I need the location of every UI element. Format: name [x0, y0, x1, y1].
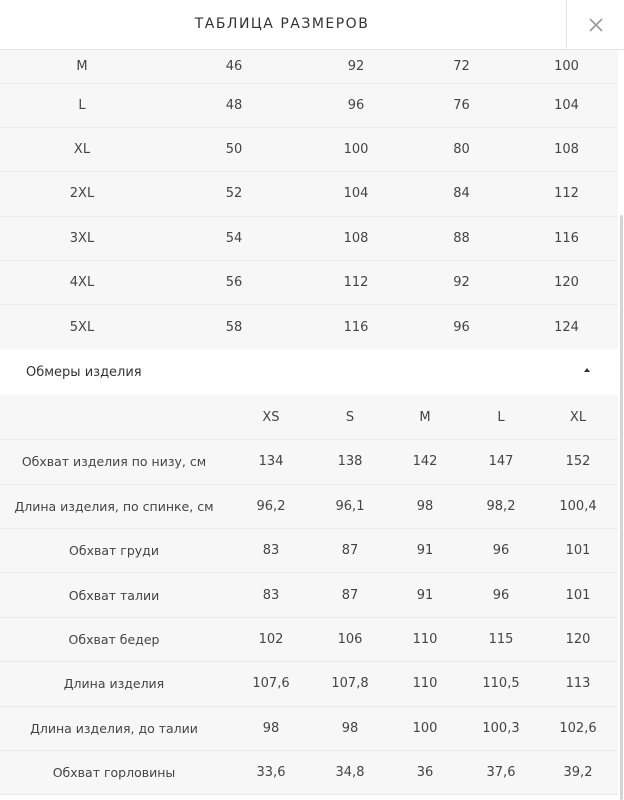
row-label: Обхват изделия по низу, см: [0, 440, 228, 484]
column-header: S: [314, 395, 386, 439]
table-cell: 37,6: [464, 750, 538, 794]
table-row: [0, 750, 618, 794]
table-cell: 98: [314, 706, 386, 750]
chevron-up-icon[interactable]: [582, 365, 592, 375]
table-cell: 101: [538, 573, 618, 617]
table-cell: 112: [304, 261, 408, 305]
table-cell: 152: [538, 440, 618, 484]
row-label: Обхват талии: [0, 573, 228, 617]
table-cell: 96,2: [228, 484, 314, 528]
table-cell: 100: [304, 127, 408, 171]
column-header: [0, 395, 228, 439]
table-cell: 5XL: [0, 305, 164, 349]
column-header: XL: [538, 395, 618, 439]
table-cell: 83: [228, 529, 314, 573]
table-row: [0, 305, 618, 349]
table-cell: 116: [515, 216, 618, 260]
row-label: Длина изделия, до талии: [0, 706, 228, 750]
table-cell: 2XL: [0, 172, 164, 216]
table-row: [0, 573, 618, 617]
table-row: [0, 50, 618, 83]
table-cell: 101: [538, 529, 618, 573]
table-cell: 100,3: [464, 706, 538, 750]
table-row: [0, 617, 618, 661]
table-cell: 91: [386, 529, 464, 573]
table-cell: 106: [314, 617, 386, 661]
table-cell: M: [0, 50, 164, 83]
table-row: [0, 216, 618, 260]
table-cell: 33,6: [228, 750, 314, 794]
table-cell: 3XL: [0, 216, 164, 260]
measurements-table: [0, 395, 618, 795]
table-cell: 120: [538, 617, 618, 661]
table-cell: 124: [515, 305, 618, 349]
table-cell: 72: [408, 50, 515, 83]
row-label: Обхват груди: [0, 529, 228, 573]
table-row: [0, 706, 618, 750]
table-cell: 134: [228, 440, 314, 484]
modal-content: [0, 50, 618, 800]
table-cell: 91: [386, 573, 464, 617]
table-cell: 96: [464, 573, 538, 617]
table-cell: 107,6: [228, 662, 314, 706]
table-cell: 56: [164, 261, 304, 305]
table-cell: 110: [386, 617, 464, 661]
table-cell: 113: [538, 662, 618, 706]
row-label: Обхват горловины: [0, 750, 228, 794]
table-cell: 120: [515, 261, 618, 305]
table-cell: 39,2: [538, 750, 618, 794]
table-row: [0, 83, 618, 127]
scrollbar[interactable]: [620, 215, 623, 800]
table-cell: 107,8: [314, 662, 386, 706]
table-cell: 98: [386, 484, 464, 528]
table-cell: 87: [314, 529, 386, 573]
column-header: M: [386, 395, 464, 439]
table-cell: 87: [314, 573, 386, 617]
table-cell: 96: [304, 83, 408, 127]
row-label: Длина изделия: [0, 662, 228, 706]
table-cell: 52: [164, 172, 304, 216]
close-icon[interactable]: [589, 18, 603, 32]
table-cell: 54: [164, 216, 304, 260]
table-cell: 108: [515, 127, 618, 171]
table-row: [0, 172, 618, 216]
table-cell: 84: [408, 172, 515, 216]
table-cell: 98: [228, 706, 314, 750]
table-cell: 102,6: [538, 706, 618, 750]
table-cell: 88: [408, 216, 515, 260]
table-row: [0, 261, 618, 305]
table-cell: 58: [164, 305, 304, 349]
table-cell: 138: [314, 440, 386, 484]
size-table: [0, 50, 618, 349]
table-cell: 96,1: [314, 484, 386, 528]
modal-header: [0, 0, 624, 50]
table-cell: 110,5: [464, 662, 538, 706]
table-cell: 104: [304, 172, 408, 216]
table-cell: 96: [408, 305, 515, 349]
table-cell: 108: [304, 216, 408, 260]
table-row: [0, 440, 618, 484]
table-cell: 92: [304, 50, 408, 83]
table-cell: 36: [386, 750, 464, 794]
table-row: [0, 127, 618, 171]
table-cell: 76: [408, 83, 515, 127]
table-row: [0, 662, 618, 706]
table-cell: 48: [164, 83, 304, 127]
table-cell: 112: [515, 172, 618, 216]
table-cell: 110: [386, 662, 464, 706]
table-cell: 147: [464, 440, 538, 484]
close-button[interactable]: [566, 0, 624, 50]
row-label: Обхват бедер: [0, 617, 228, 661]
table-cell: 100,4: [538, 484, 618, 528]
table-cell: 102: [228, 617, 314, 661]
table-cell: 46: [164, 50, 304, 83]
modal-title: ТАБЛИЦА РАЗМЕРОВ: [194, 16, 370, 32]
table-cell: 116: [304, 305, 408, 349]
table-header-row: [0, 395, 618, 439]
table-row: [0, 484, 618, 528]
table-cell: 92: [408, 261, 515, 305]
table-cell: 83: [228, 573, 314, 617]
table-cell: 115: [464, 617, 538, 661]
table-cell: 34,8: [314, 750, 386, 794]
table-cell: 100: [386, 706, 464, 750]
table-cell: XL: [0, 127, 164, 171]
column-header: L: [464, 395, 538, 439]
row-label: Длина изделия, по спинке, см: [0, 484, 228, 528]
table-cell: 96: [464, 529, 538, 573]
section-title: Обмеры изделия: [26, 364, 142, 380]
measurements-section-toggle[interactable]: [0, 349, 618, 395]
table-cell: 142: [386, 440, 464, 484]
table-cell: L: [0, 83, 164, 127]
table-row: [0, 529, 618, 573]
table-cell: 50: [164, 127, 304, 171]
table-cell: 80: [408, 127, 515, 171]
table-cell: 98,2: [464, 484, 538, 528]
table-cell: 100: [515, 50, 618, 83]
table-cell: 104: [515, 83, 618, 127]
column-header: XS: [228, 395, 314, 439]
table-cell: 4XL: [0, 261, 164, 305]
